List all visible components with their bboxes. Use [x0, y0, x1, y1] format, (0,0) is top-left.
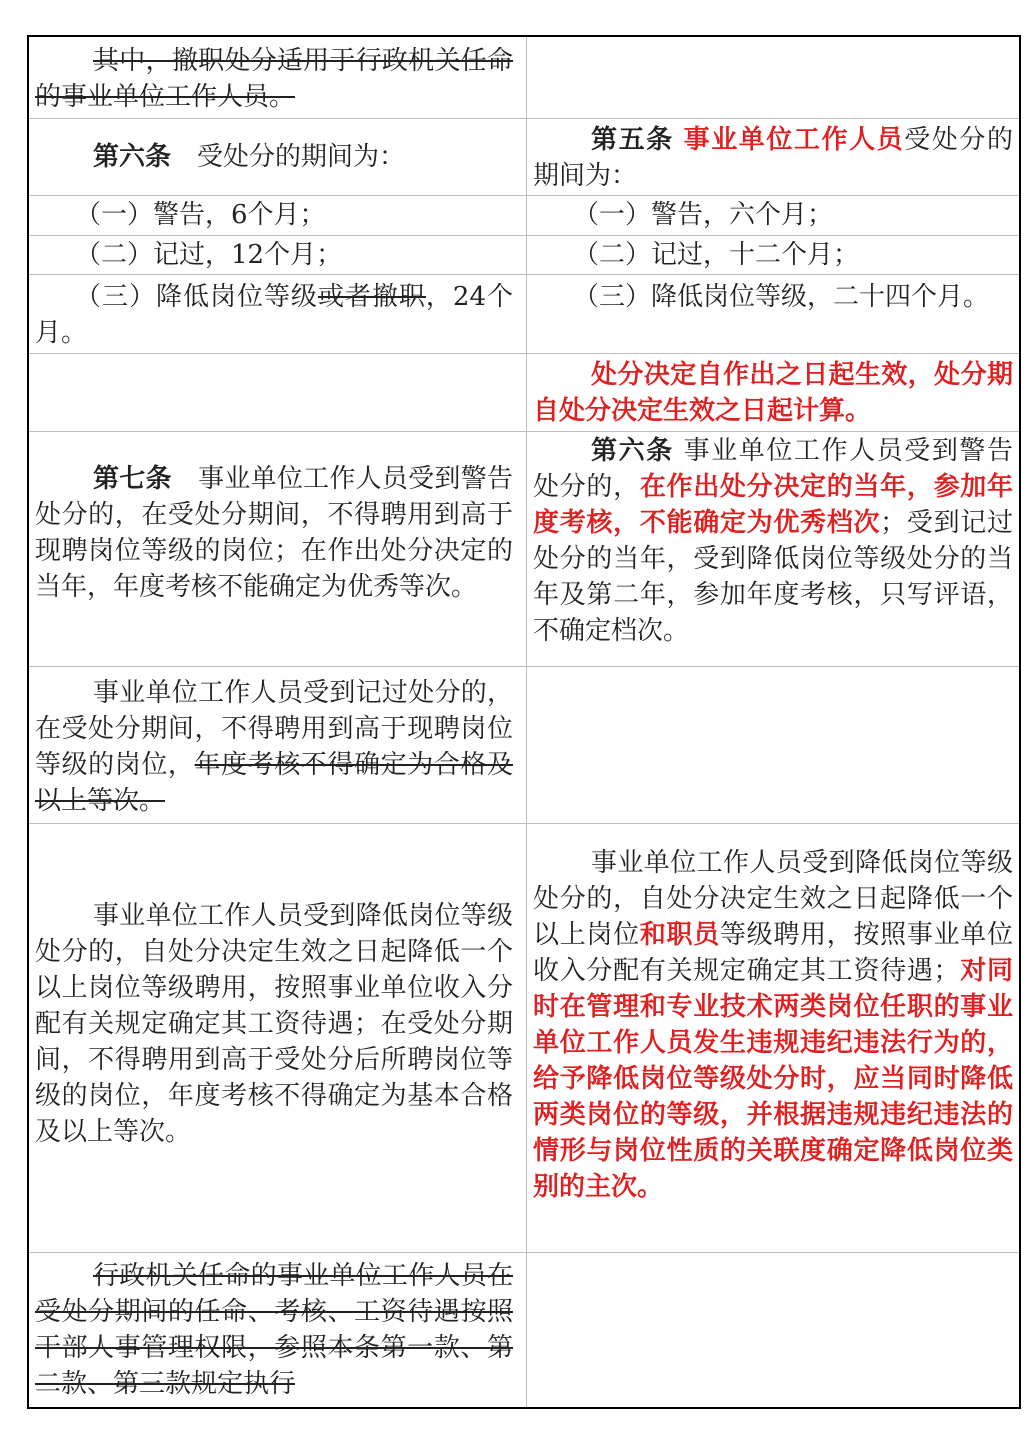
article-number: 第五条	[591, 125, 674, 155]
clause-paragraph	[533, 433, 1013, 649]
clause-paragraph	[35, 279, 513, 351]
deleted-text: 年度考核不得确定为合格及以上等次。	[35, 750, 513, 816]
clause-text: （三）降低岗位等级	[75, 282, 318, 312]
old-clause-cell	[35, 43, 513, 115]
clause-text: 受处分的期间为：	[197, 142, 406, 172]
row-divider	[29, 235, 1019, 236]
clause-paragraph	[35, 139, 513, 175]
clause-paragraph	[35, 675, 513, 819]
clause-paragraph	[533, 122, 1013, 194]
row-divider	[29, 195, 1019, 196]
new-clause-cell	[533, 845, 1013, 1205]
new-clause-cell	[533, 197, 1013, 233]
added-text: 处分决定自作出之日起生效，处分期自处分决定生效之日起计算。	[533, 360, 1013, 426]
clause-text: （一）警告，六个月；	[573, 200, 834, 230]
old-clause-cell	[35, 139, 513, 175]
article-number: 第六条	[591, 436, 674, 466]
old-clause-cell	[35, 898, 513, 1150]
clause-text: 受处分的期间为：	[533, 125, 1013, 191]
clause-text: （三）降低岗位等级，二十四个月。	[573, 282, 990, 312]
row-divider	[29, 118, 1019, 119]
comparison-table	[27, 35, 1021, 1409]
clause-paragraph	[533, 845, 1013, 1205]
added-text: 在作出处分决定的当年，参加年度考核，不能确定为优秀档次	[533, 472, 1013, 538]
added-text: 对同时在管理和专业技术两类岗位任职的事业单位工作人员发生违规违纪违法行为的，给予降低岗位等级处分时，应当同时降低两类岗位的等级，并根据违规违纪违法的情形与岗位性质的关联度确定降低岗位类别的主次。	[533, 956, 1013, 1202]
deleted-clause-text: 其中，撤职处分适用于行政机关任命的事业单位工作人员。	[35, 46, 513, 112]
old-clause-cell	[35, 237, 513, 273]
column-divider	[526, 37, 527, 1407]
clause-text: 等级聘用，按照事业单位收入分配有关规定确定其工资待遇；	[533, 920, 1013, 986]
clause-text: （二）记过，12个月；	[75, 240, 343, 270]
new-clause-cell	[533, 279, 1013, 315]
old-clause-cell	[35, 461, 513, 605]
clause-text: ，24个月。	[35, 282, 513, 348]
old-clause-cell	[35, 675, 513, 819]
new-clause-cell	[533, 357, 1013, 429]
clause-text: 事业单位工作人员受到警告处分的，在受处分期间，不得聘用到高于现聘岗位等级的岗位；在作出处分决定的当年，年度考核不能确定为优秀等次。	[35, 464, 513, 602]
clause-text: ；受到记过处分的当年，受到降低岗位等级处分的当年及第二年，参加年度考核，只写评语，不确定档次。	[533, 508, 1013, 646]
clause-text: 事业单位工作人员受到降低岗位等级处分的，自处分决定生效之日起降低一个以上岗位	[533, 848, 1013, 950]
clause-text: （二）记过，十二个月；	[573, 240, 860, 270]
clause-text: 事业单位工作人员受到记过处分的，在受处分期间，不得聘用到高于现聘岗位等级的岗位，	[35, 678, 513, 780]
article-number: 第六条	[93, 142, 172, 172]
old-clause-cell	[35, 197, 513, 233]
added-text: 和职员	[639, 920, 720, 950]
article-number: 第七条	[93, 464, 172, 494]
new-clause-cell	[533, 122, 1013, 194]
old-clause-cell	[35, 1258, 513, 1402]
row-divider	[29, 823, 1019, 824]
clause-text: （一）警告，6个月；	[75, 200, 326, 230]
row-divider	[29, 353, 1019, 354]
clause-text: 事业单位工作人员受到警告处分的，	[533, 436, 1013, 502]
clause-text: 事业单位工作人员受到降低岗位等级处分的，自处分决定生效之日起降低一个以上岗位等级聘用，按照事业单位收入分配有关规定确定其工资待遇；在受处分期间，不得聘用到高于受处分后所聘岗位等级的岗位，年度考核不得确定为基本合格及以上等次。	[35, 901, 513, 1147]
clause-paragraph	[35, 461, 513, 605]
added-text: 事业单位工作人员	[683, 125, 905, 155]
new-clause-cell	[533, 433, 1013, 663]
row-divider	[29, 431, 1019, 432]
deleted-clause-text: 行政机关任命的事业单位工作人员在受处分期间的任命、考核、工资待遇按照干部人事管理权限，参照本条第一款、第二款、第三款规定执行	[35, 1261, 513, 1399]
deleted-text: 或者撤职	[317, 282, 426, 312]
new-clause-cell	[533, 237, 1013, 273]
row-divider	[29, 274, 1019, 275]
old-clause-cell	[35, 279, 513, 351]
row-divider	[29, 666, 1019, 667]
row-divider	[29, 1252, 1019, 1253]
